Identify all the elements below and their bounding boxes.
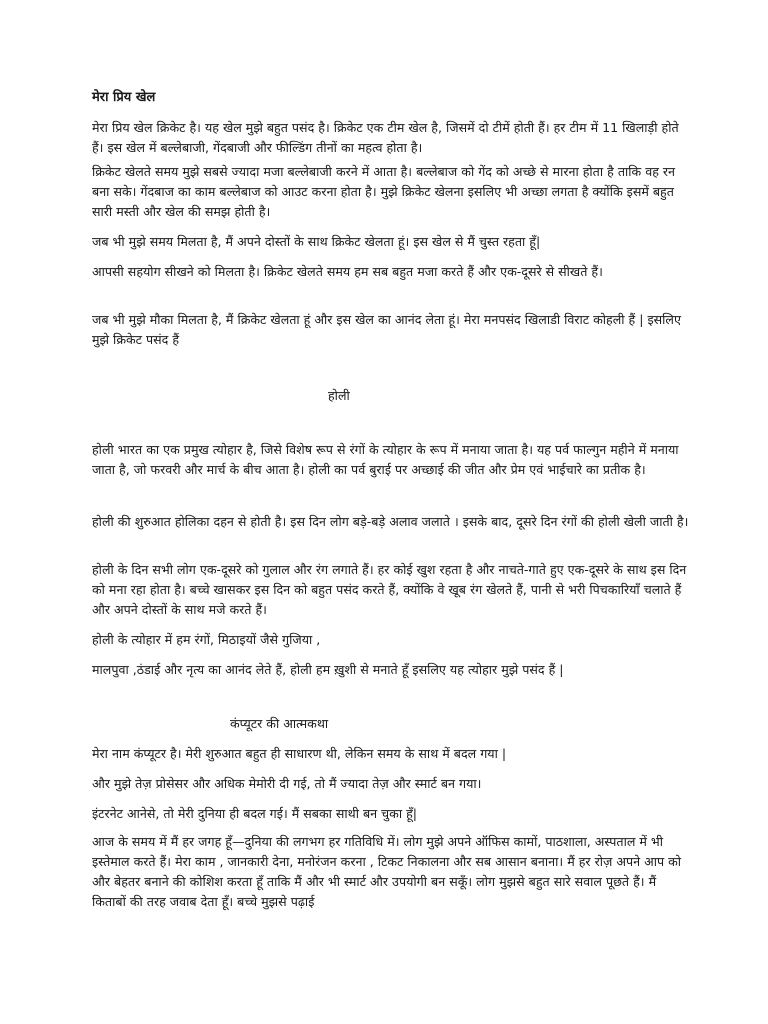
essay-title: होली: [328, 388, 350, 403]
paragraph: होली के दिन सभी लोग एक-दूसरे को गुलाल और रंग लगाते हैं। हर कोई खुश रहता है और नाचते-गाते हुए एक-दूसरे के साथ इस दिन को मना रहा होता है। बच्चे खासकर इस दिन को बहुत पसंद करते हैं, क्योंकि वे खूब रंग खेलते हैं, पानी से भरी पिचकारियाँ चलाते हैं और अपने दोस्तों के साथ मजे करते हैं।: [92, 562, 687, 617]
essay-title: मेरा प्रिय खेल: [92, 90, 156, 105]
paragraph: आपसी सहयोग सीखने को मिलता है। क्रिकेट खेलते समय हम सब बहुत मजा करते हैं और एक-दूसरे से सीखते हैं।: [92, 264, 603, 279]
paragraph: जब भी मुझे समय मिलता है, मैं अपने दोस्तों के साथ क्रिकेट खेलता हूं। इस खेल से मैं चुस्त रहता हूँ|: [92, 234, 541, 249]
paragraph: जब भी मुझे मौका मिलता है, मैं क्रिकेट खेलता हूं और इस खेल का आनंद लेता हूं। मेरा मनपसंद खिलाडी विराट कोहली हैं | इसलिए मुझे क्रिकेट पसंद हैं: [92, 312, 681, 347]
paragraph: होली की शुरुआत होलिका दहन से होती है। इस दिन लोग बड़े-बड़े अलाव जलाते । इसके बाद, दूसरे दिन रंगों की होली खेली जाती है।: [92, 514, 689, 529]
paragraph: क्रिकेट खेलते समय मुझे सबसे ज्यादा मजा बल्लेबाजी करने में आता है। बल्लेबाज को गेंद को अच्छे से मारना होता है ताकि वह रन बना सके। गेंदबाज का काम बल्लेबाज को आउट करना होता है। मुझे क्रिकेट खेलना इसलिए भी अच्छा लगता है क्योंकि इसमें बहुत सारी मस्ती और खेल की समझ होती है।: [92, 164, 676, 219]
paragraph: मेरा प्रिय खेल क्रिकेट है। यह खेल मुझे बहुत पसंद है। क्रिकेट एक टीम खेल है, जिसमें दो टीमें होती हैं। हर टीम में 11 खिलाड़ी होते हैं। इस खेल में बल्लेबाजी, गेंदबाजी और फील्डिंग तीनों का महत्व होता है।: [92, 120, 679, 155]
paragraph: होली के त्योहार में हम रंगों, मिठाइयों जैसे गुजिया ,: [92, 632, 321, 647]
paragraph: आज के समय में मैं हर जगह हूँ—दुनिया की लगभग हर गतिविधि में। लोग मुझे अपने ऑफिस कामों, पाठशाला, अस्पताल में भी इस्तेमाल करते हैं। मेरा काम , जानकारी देना, मनोरंजन करना , टिकट निकालना और सब आसान बनाना। मैं हर रोज़ अपने आप को और बेहतर बनाने की कोशिश करता हूँ ताकि मैं और भी स्मार्ट और उपयोगी बन सकूँ। लोग मुझसे बहुत सारे सवाल पूछते हैं। मैं किताबों की तरह जवाब देता हूँ। बच्चे मुझसे पढ़ाई: [92, 834, 682, 909]
essay-title: कंप्यूटर की आत्मकथा: [230, 716, 329, 731]
paragraph: मेरा नाम कंप्यूटर है। मेरी शुरुआत बहुत ही साधारण थी, लेकिन समय के साथ में बदल गया |: [92, 746, 507, 761]
paragraph: होली भारत का एक प्रमुख त्योहार है, जिसे विशेष रूप से रंगों के त्योहार के रूप में मनाया जाता है। यह पर्व फाल्गुन महीने में मनाया जाता है, जो फरवरी और मार्च के बीच आता है। होली का पर्व बुराई पर अच्छाई की जीत और प्रेम एवं भाईचारे का प्रतीक है।: [92, 442, 679, 477]
paragraph: और मुझे तेज़ प्रोसेसर और अधिक मेमोरी दी गई, तो मैं ज्यादा तेज़ और स्मार्ट बन गया।: [92, 776, 482, 791]
paragraph: मालपुवा ,ठंडाई और नृत्य का आनंद लेते हैं, होली हम ख़ुशी से मनाते हूँ इसलिए यह त्योहार मुझे पसंद हैं |: [92, 662, 564, 677]
paragraph: इंटरनेट आनेसे, तो मेरी दुनिया ही बदल गई। मैं सबका साथी बन चुका हूँ|: [92, 806, 418, 821]
